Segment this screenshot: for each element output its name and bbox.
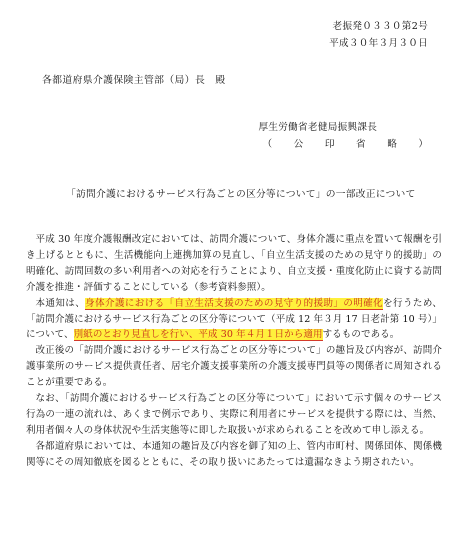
paragraph-2	[26, 296, 442, 344]
paragraph-2-part-b: を行うため、「訪問介護におけるサービス行為ごとの区分等について（平成 12 年３月 17 日老計第 10 号）」について、	[26, 297, 442, 341]
document-body	[26, 232, 442, 471]
paragraph-1: 平成 30 年度介護報酬改定においては、訪問介護について、身体介護に重点を置いて報酬を引き上げるとともに、生活機能向上連携加算の見直し、「自立生活支援のための見守り的援助」の明確化、訪問回数の多い利用者への対応を行うことにより、自立支援・重度化防止に資する訪問介護を推進・評価することにしている（参考資料参照）。	[26, 234, 442, 293]
document-number: 老振発０３３０第2号	[332, 21, 428, 32]
document-header	[329, 18, 428, 52]
highlight-clarification: 身体介護における「自立生活支援のための見守り的援助」の明確化	[85, 297, 384, 309]
paragraph-2-part-c: するものである。	[322, 329, 400, 341]
paragraph-4: なお、「訪問介護におけるサービス行為ごとの区分等について」において示す個々のサービス行為の一連の流れは、あくまで例示であり、実際に利用者にサービスを提供する際には、当然、利用者個々人の身体状況や生活実態等に即した取扱いが求められることを改めて申し添える。	[26, 393, 442, 436]
sender-bureau: 厚生労働省老健局振興課長	[258, 122, 378, 133]
sender-block	[258, 119, 434, 153]
addressee: 各都道府県介護保険主管部（局）長 殿	[42, 75, 226, 86]
paragraph-2-part-a: 本通知は、	[35, 297, 86, 309]
seal-omitted: （ 公 印 省 略 ）	[262, 139, 434, 150]
document-title: 「訪問介護におけるサービス行為ごとの区分等について」の一部改正について	[66, 189, 416, 200]
paragraph-5: 各都道府県においては、本通知の趣旨及び内容を御了知の上、管内市町村、関係団体、関係機関等にその周知徹底を図るとともに、その取り扱いにあたっては遺漏なきよう期されたい。	[26, 440, 442, 468]
highlight-effective-date: 別紙のとおり見直しを行い、平成 30 年４月１日から適用	[73, 329, 323, 341]
document-date: 平成３０年３月３０日	[329, 38, 428, 49]
paragraph-3: 改正後の「訪問介護におけるサービス行為ごとの区分等について」の趣旨及び内容が、訪問介護事業所のサービス提供責任者、居宅介護支援事業所の介護支援専門員等の関係者に周知されることが重要である。	[26, 345, 442, 389]
